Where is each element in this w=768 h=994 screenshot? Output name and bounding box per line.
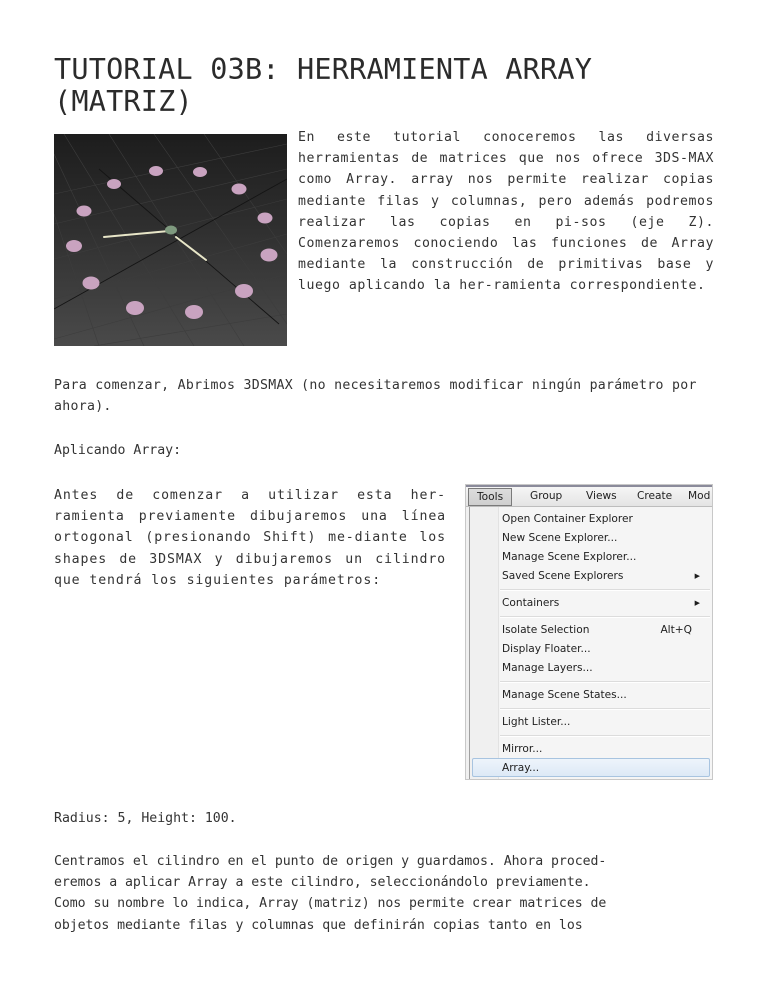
viewport-grid-graphic (54, 134, 287, 346)
shortcut-label: Alt+Q (660, 624, 692, 636)
menu-separator (500, 616, 710, 618)
menu-item-containers[interactable] (502, 594, 706, 612)
menu-item-label: Array... (502, 762, 540, 774)
menu-item-mirror[interactable] (502, 740, 706, 758)
page-title: TUTORIAL 03B: HERRAMIENTA ARRAY (MATRIZ) (54, 53, 593, 118)
menu-create[interactable]: Create (637, 490, 673, 502)
centering-paragraph (54, 851, 714, 936)
menu-item-display-floater[interactable] (502, 640, 706, 658)
submenu-arrow-icon: ▶ (694, 599, 700, 607)
menu-separator (500, 708, 710, 710)
menu-item-label: Open Container Explorer (502, 513, 633, 525)
paragraph-line: objetos mediante filas y columnas que definirán copias tanto en los (54, 917, 583, 933)
menu-separator (500, 735, 710, 737)
menu-modifiers[interactable]: Mod (688, 490, 711, 502)
menu-item-manage-scene-explorer[interactable] (502, 548, 706, 566)
intro-paragraph: En este tutorial conoceremos las diversas herramientas de matrices que nos ofrece 3DS-MAX como Array. array nos permite realizar copias mediante filas y columnas, pero además podremos realizar las copias en pi-sos (eje Z). Comenzaremos conociendo las funciones de Array mediante la construcción de primitivas base y luego aplicando la her-ramienta correspondiente. (298, 130, 714, 294)
menu-separator (500, 681, 710, 683)
submenu-arrow-icon: ▶ (694, 572, 700, 580)
menu-item-label: Manage Scene Explorer... (502, 551, 637, 563)
menu-group[interactable]: Group (530, 490, 563, 502)
menu-item-label: New Scene Explorer... (502, 532, 618, 544)
paragraph-line: Como su nombre lo indica, Array (matriz) nos permite crear matrices de (54, 896, 607, 912)
menu-item-label: Manage Layers... (502, 662, 593, 674)
menu-item-label: Display Floater... (502, 643, 591, 655)
menu-views[interactable]: Views (586, 490, 617, 502)
menu-separator (500, 589, 710, 591)
menu-tools[interactable]: Tools (468, 488, 512, 506)
menu-item-array[interactable] (502, 759, 706, 777)
tools-menu-screenshot (465, 484, 713, 780)
menu-icon-gutter (470, 507, 499, 779)
clock-array-render-image (54, 134, 287, 346)
parameters-line: Radius: 5, Height: 100. (54, 811, 237, 826)
menu-item-label: Isolate Selection (502, 624, 590, 636)
menu-item-label: Mirror... (502, 743, 543, 755)
menu-item-new-scene-explorer[interactable] (502, 529, 706, 547)
tools-dropdown (469, 507, 712, 779)
paragraph-line: Centramos el cilindro en el punto de origen y guardamos. Ahora proced- (54, 854, 607, 869)
paragraph-line: eremos a aplicar Array a este cilindro, seleccionándolo previamente. (54, 875, 591, 891)
opening-paragraph: Para comenzar, Abrimos 3DSMAX (no necesitaremos modificar ningún parámetro por ahora). (54, 378, 697, 415)
menu-item-isolate-selection[interactable] (502, 621, 706, 639)
menu-item-manage-layers[interactable] (502, 659, 706, 677)
menu-item-saved-scene-explorers[interactable] (502, 567, 706, 585)
menu-item-label: Manage Scene States... (502, 689, 627, 701)
instructions-paragraph: Antes de comenzar a utilizar esta her-ramienta previamente dibujaremos una línea ortogonal (presionando Shift) me-diante los shapes de 3DSMAX y dibujaremos un cilindro que tendrá los siguientes parámetros: (54, 488, 446, 588)
menu-item-label: Saved Scene Explorers (502, 570, 624, 582)
menu-item-open-container-explorer[interactable] (502, 510, 706, 528)
menu-item-light-lister[interactable] (502, 713, 706, 731)
menu-item-label: Light Lister... (502, 716, 571, 728)
menu-item-label: Containers (502, 597, 560, 609)
section-heading: Aplicando Array: (54, 443, 182, 458)
menubar (466, 485, 712, 507)
menu-item-manage-scene-states[interactable] (502, 686, 706, 704)
